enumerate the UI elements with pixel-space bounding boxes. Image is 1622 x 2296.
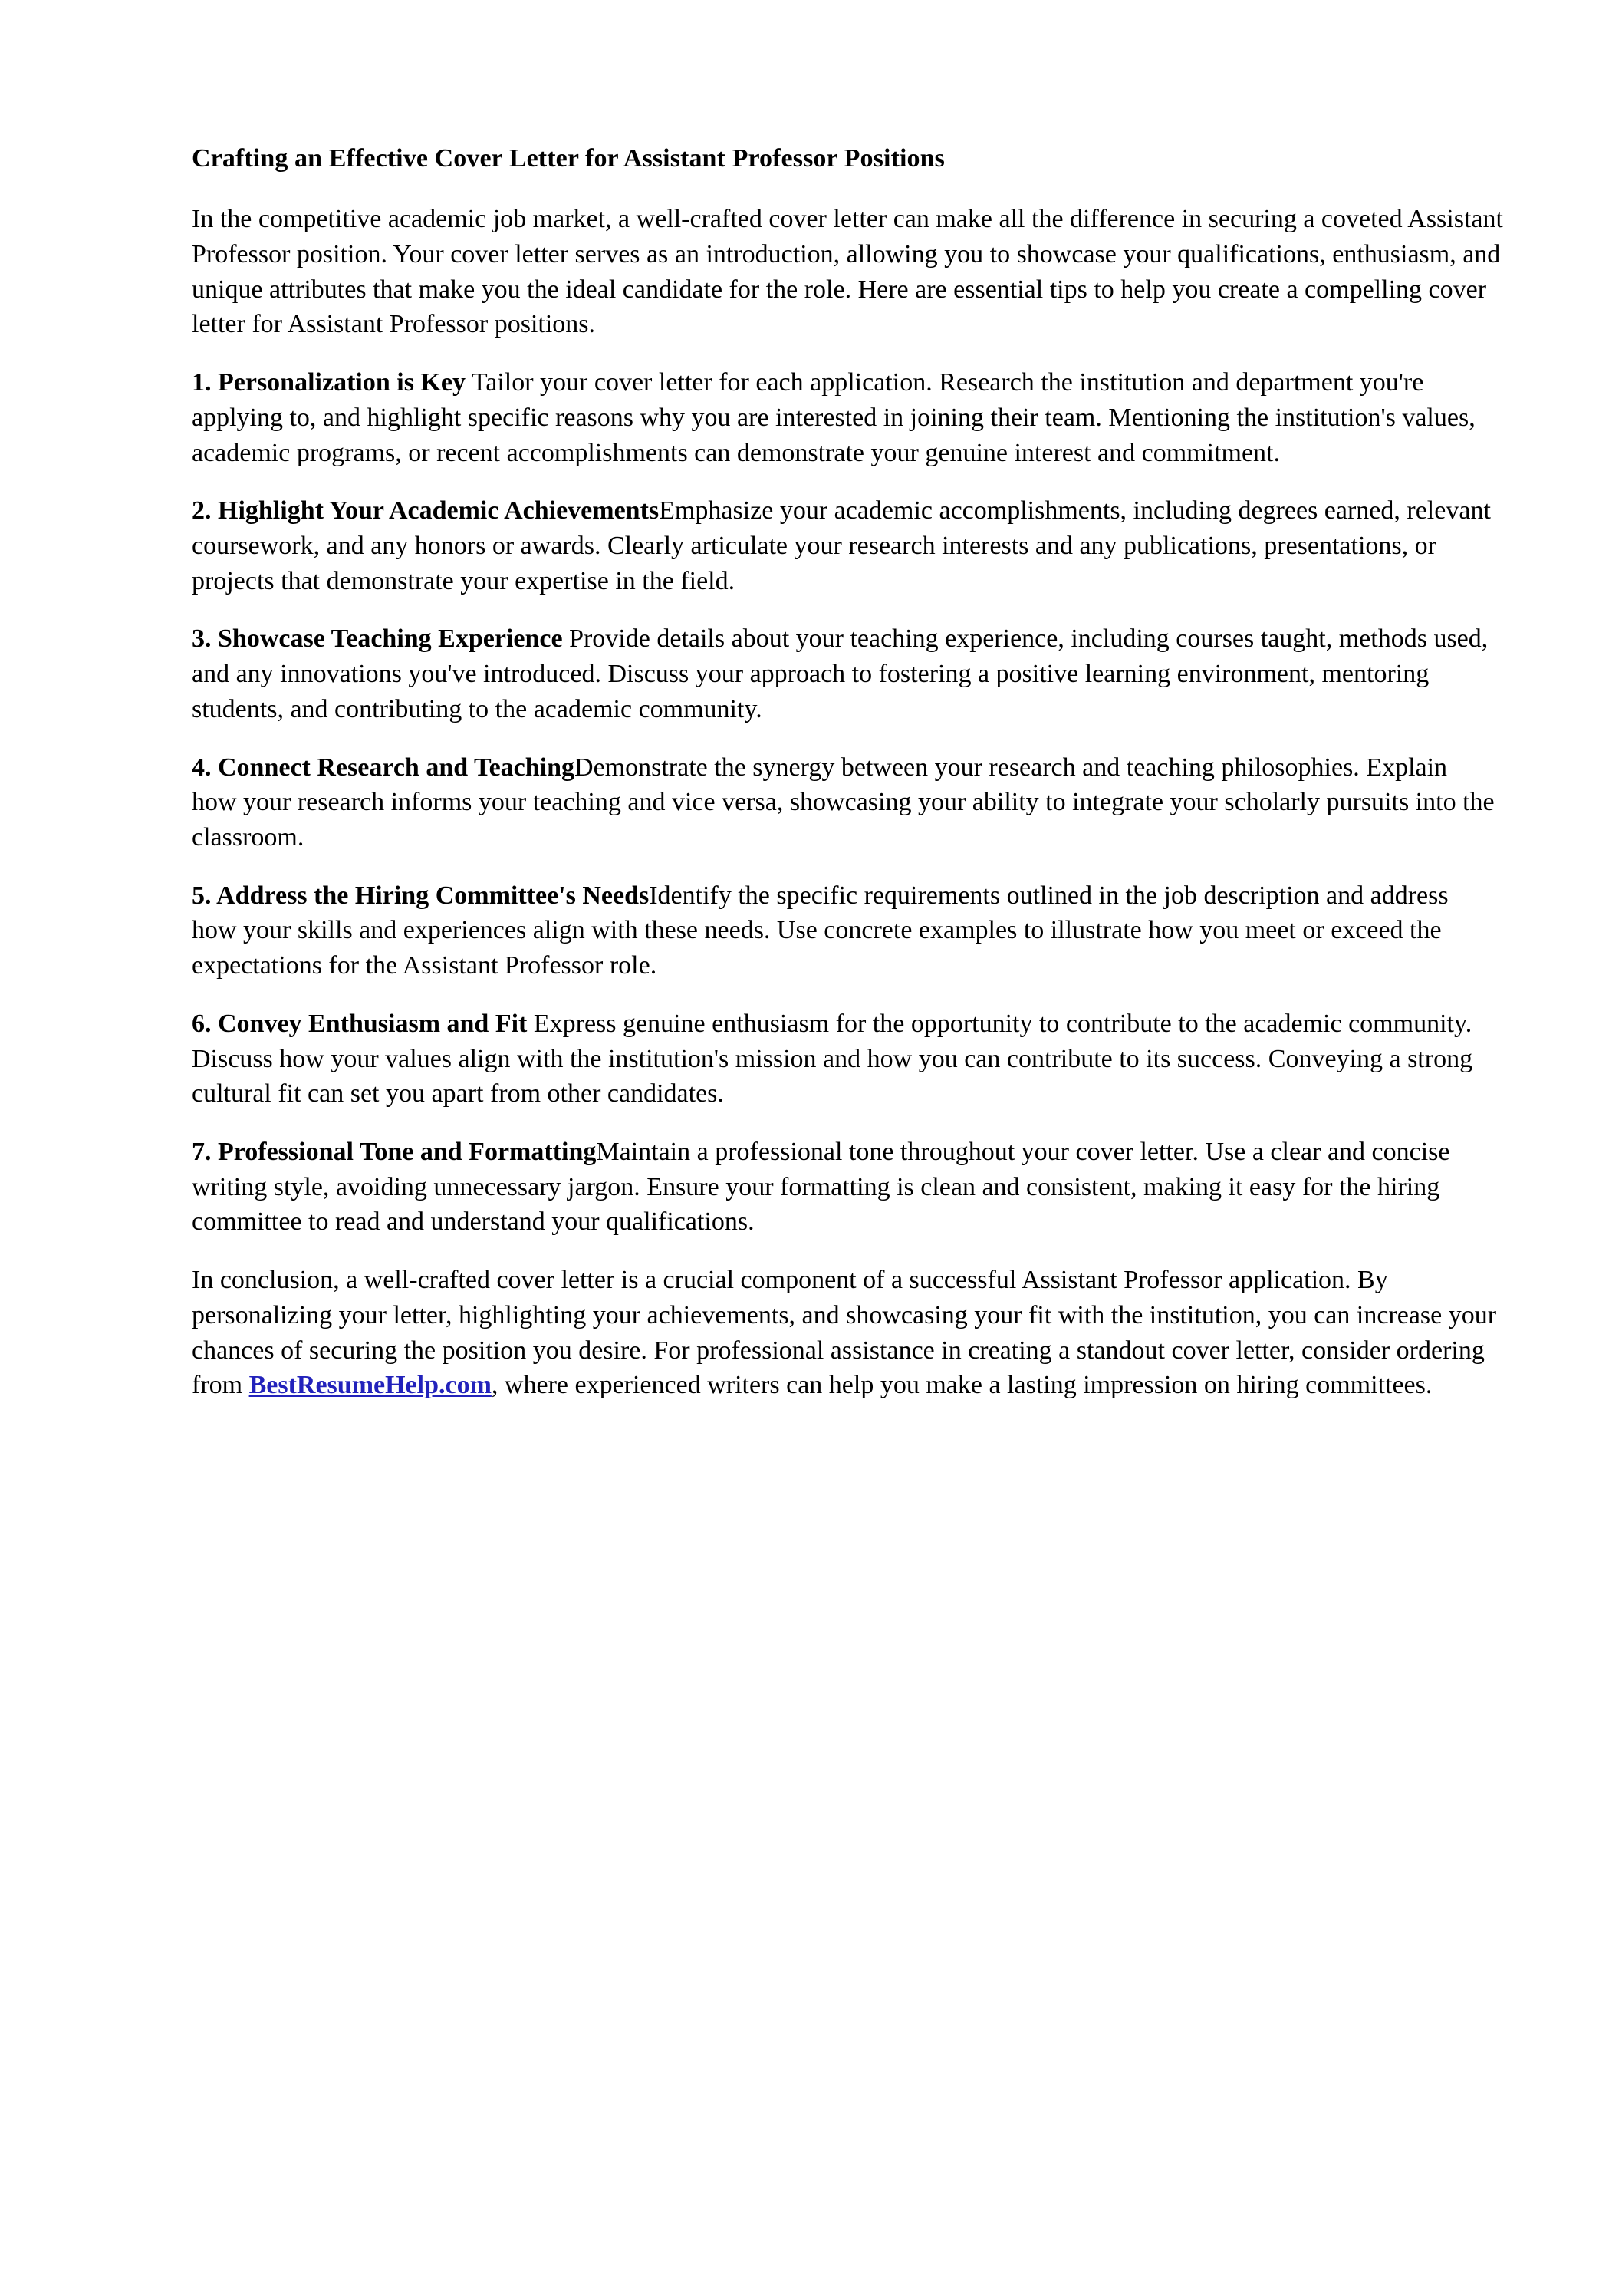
tip-body-5: Identify the specific requirements outlined in the job description and address how your skills and experiences align with these needs. Use concrete examples to illustrate how you meet or exceed the expectations for the Assistant Professor role.: [192, 881, 1449, 980]
tip-lead-6: 6. Convey Enthusiasm and Fit: [192, 1009, 528, 1038]
tip-body-3: Provide details about your teaching experience, including courses taught, methods used, and any innovations you've introduced. Discuss your approach to fostering a positive learning environment, mentoring students, and contributing to the academic community.: [192, 624, 1489, 723]
tip-body-2: Emphasize your academic accomplishments, including degrees earned, relevant coursework, and any honors or awards. Clearly articulate your research interests and any publications, presentations, or projects that demonstrate your expertise in the field.: [192, 496, 1491, 595]
tip-lead-5: 5. Address the Hiring Committee's Needs: [192, 881, 650, 910]
tip-paragraph-3: [192, 621, 1495, 726]
tip-lead-4: 4. Connect Research and Teaching: [192, 753, 575, 782]
tip-lead-1: 1. Personalization is Key: [192, 368, 466, 397]
tip-body-1: Tailor your cover letter for each application. Research the institution and department you're applying to, and highlight specific reasons why you are interested in joining their team. Mentioning the institution's values, academic programs, or recent accomplishments can demonstrate your genuine interest and commitment.: [192, 368, 1476, 467]
conclusion-text-before-link: In conclusion, a well-crafted cover letter is a crucial component of a successful Assistant Professor application. By personalizing your letter, highlighting your achievements, and showcasing your fit with the institution, you can increase your chances of securing the position you desire. For professional assistance in creating a standout cover letter, consider ordering from: [192, 1266, 1497, 1400]
page-title: Crafting an Effective Cover Letter for Assistant Professor Positions: [192, 144, 945, 173]
intro-paragraph: In the competitive academic job market, a well-crafted cover letter can make all the difference in securing a coveted Assistant Professor position. Your cover letter serves as an introduction, allowing you to showcase your qualifications, enthusiasm, and unique attributes that make you the ideal candidate for the role. Here are essential tips to help you create a compelling cover letter for Assistant Professor positions.: [192, 205, 1503, 339]
tip-body-6: Express genuine enthusiasm for the opportunity to contribute to the academic community. Discuss how your values align with the institution's mission and how you can contribute to its success. Conveying a strong cultural fit can set you apart from other candidates.: [192, 1009, 1473, 1108]
tip-paragraph-2: [192, 493, 1495, 598]
conclusion-text-after-link: , where experienced writers can help you make a lasting impression on hiring committees.: [491, 1371, 1433, 1400]
tip-lead-3: 3. Showcase Teaching Experience: [192, 624, 563, 654]
tip-paragraph-7: [192, 1135, 1495, 1240]
tip-paragraph-6: [192, 1006, 1495, 1112]
tip-lead-2: 2. Highlight Your Academic Achievements: [192, 496, 660, 525]
bestresumehelp-link[interactable]: BestResumeHelp.com: [248, 1371, 492, 1400]
tip-paragraph-1: [192, 365, 1495, 470]
conclusion-paragraph: [192, 1263, 1503, 1403]
tip-body-7: Maintain a professional tone throughout your cover letter. Use a clear and concise writing style, avoiding unnecessary jargon. Ensure your formatting is clean and consistent, making it easy for the hiring committee to read and understand your qualifications.: [192, 1138, 1450, 1237]
tip-paragraph-5: [192, 878, 1495, 983]
tip-body-4: Demonstrate the synergy between your research and teaching philosophies. Explain how your research informs your teaching and vice versa, showcasing your ability to integrate your scholarly pursuits into the classroom.: [192, 753, 1495, 852]
tip-paragraph-4: [192, 750, 1495, 855]
tip-lead-7: 7. Professional Tone and Formatting: [192, 1138, 597, 1166]
